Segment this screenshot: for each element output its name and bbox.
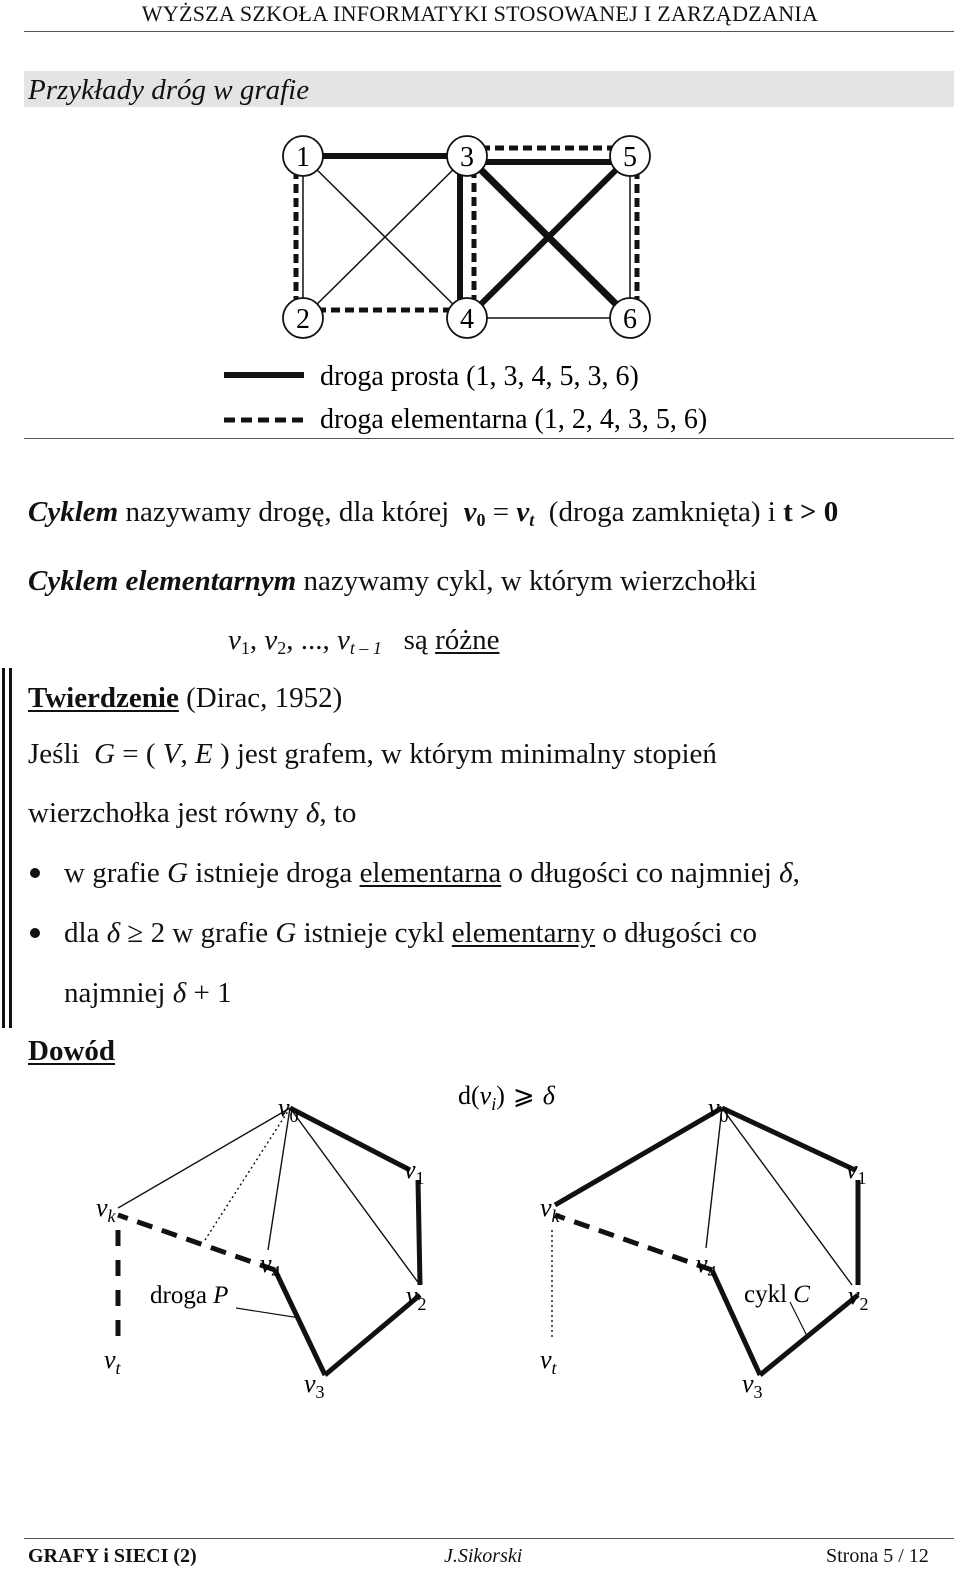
svg-text:v2: $v_2$ <box>406 1281 427 1314</box>
svg-text:vk: $v_k$ <box>96 1193 116 1226</box>
svg-text:cykl C: cykl C <box>744 1281 810 1308</box>
graph-node <box>283 136 323 176</box>
theorem-text: + 1 <box>193 977 232 1009</box>
svg-text:v4: $v_4$ <box>260 1249 281 1282</box>
math-sub: 1 <box>240 638 250 658</box>
bullet-icon <box>30 868 40 878</box>
elementary-cycle-term: Cyklem elementarnym <box>28 565 297 597</box>
theorem-text: wierzchołka jest równy <box>28 797 299 829</box>
math-V: V <box>162 738 181 770</box>
math-E: E <box>195 738 213 770</box>
footer-rule <box>24 1538 954 1539</box>
math-G: G <box>167 857 189 889</box>
math-v: v <box>337 624 350 656</box>
svg-text:v0: $v_0$ <box>708 1093 729 1126</box>
math-sub: t <box>529 510 535 530</box>
math-G: G <box>275 917 297 949</box>
cycle-closed: (droga zamknięta) i <box>548 496 776 528</box>
svg-text:2: 2 <box>296 304 310 335</box>
svg-text:4: 4 <box>460 304 474 335</box>
svg-text:v1: $v_1$ <box>404 1155 425 1188</box>
legend-dashed-label: droga elementarna (1, 2, 4, 3, 5, 6) <box>320 404 708 435</box>
math-sub: 2 <box>277 638 287 658</box>
theorem-text: najmniej <box>64 977 166 1009</box>
math-equals: = <box>492 496 510 528</box>
theorem-margin-bar <box>2 668 5 1028</box>
svg-text:5: 5 <box>623 142 637 173</box>
legend-solid-label: droga prosta (1, 3, 4, 5, 3, 6) <box>320 361 639 392</box>
svg-text:vt: $v_t$ <box>540 1345 557 1378</box>
footer-course: GRAFY i SIECI (2) <box>28 1545 197 1567</box>
bullet-icon <box>30 928 40 938</box>
svg-text:v4: $v_4$ <box>696 1249 717 1282</box>
theorem-bullet-2-continued <box>64 975 232 1011</box>
theorem-line-2 <box>28 795 356 831</box>
theorem-text: , <box>792 857 800 889</box>
vertex-list-distinct: różne <box>435 624 500 656</box>
theorem-attribution: (Dirac, 1952) <box>186 682 343 714</box>
svg-text:vt: $v_t$ <box>104 1345 121 1378</box>
theorem-underlined: elementarna <box>359 857 502 889</box>
math-v: v <box>516 496 530 528</box>
svg-text:v2: $v_2$ <box>848 1281 869 1314</box>
footer-page-number: Strona 5 / 12 <box>826 1545 929 1567</box>
figure-rule <box>24 438 954 439</box>
cycle-condition: t > 0 <box>783 496 839 528</box>
math-v: v <box>463 496 477 528</box>
graph-node <box>447 136 487 176</box>
elementary-cycle-definition <box>28 563 757 599</box>
math-sub: t – 1 <box>349 638 382 658</box>
svg-text:6: 6 <box>623 304 637 335</box>
right-cycle-diagram <box>540 1093 869 1402</box>
theorem-bullet-1 <box>64 855 800 891</box>
graph-example-figure <box>0 120 960 440</box>
theorem-line-1 <box>28 736 717 772</box>
left-path-diagram <box>96 1093 427 1402</box>
theorem-text: ) jest grafem, w którym minimalny stopień <box>219 738 717 770</box>
cycle-definition <box>28 494 838 530</box>
svg-text:v1: $v_1$ <box>846 1155 867 1188</box>
theorem-text: , to <box>319 797 357 829</box>
math-comma: , <box>180 738 188 770</box>
theorem-heading <box>28 680 342 716</box>
elementary-cycle-text: nazywamy cykl, w którym wierzchołki <box>303 565 757 597</box>
theorem-title: Twierdzenie <box>28 682 179 714</box>
proof-figure <box>0 1070 960 1420</box>
cycle-term: Cyklem <box>28 496 119 528</box>
math-delta: δ <box>779 857 793 889</box>
theorem-text: dla <box>64 917 100 949</box>
theorem-bullet-2 <box>64 915 757 951</box>
cycle-text: nazywamy drogę, dla której <box>125 496 450 528</box>
vertex-list <box>228 622 499 658</box>
institution-header: WYŻSZA SZKOŁA INFORMATYKI STOSOWANEJ I ZARZĄDZANIA <box>141 1 819 26</box>
svg-text:1: 1 <box>296 142 310 173</box>
math-comma: , <box>249 624 258 656</box>
graph-node <box>447 298 487 338</box>
svg-text:v3: $v_3$ <box>742 1369 763 1402</box>
theorem-text: w grafie <box>64 857 160 889</box>
math-ellipsis: , ..., <box>286 624 330 656</box>
svg-text:v3: $v_3$ <box>304 1369 325 1402</box>
theorem-text: ≥ 2 w grafie <box>127 917 269 949</box>
svg-text:v0: $v_0$ <box>278 1093 299 1126</box>
graph-node <box>283 298 323 338</box>
svg-text:3: 3 <box>460 142 474 173</box>
footer-author: J.Sikorski <box>444 1545 523 1567</box>
proof-title: Dowód <box>28 1035 116 1067</box>
math-G: G <box>94 738 116 770</box>
math-delta: δ <box>172 977 187 1009</box>
math-v: v <box>264 624 278 656</box>
graph-node <box>610 298 650 338</box>
theorem-text: istnieje droga <box>195 857 353 889</box>
theorem-underlined: elementarny <box>451 917 596 949</box>
theorem-text: o długości co <box>602 917 758 949</box>
math-equals: = ( <box>122 738 156 770</box>
math-sub: 0 <box>476 510 486 530</box>
section-title: Przykłady dróg w grafie <box>24 71 954 107</box>
svg-text:vk: $v_k$ <box>540 1193 560 1226</box>
svg-text:droga P: droga P <box>150 1282 229 1309</box>
math-v: v <box>228 624 241 656</box>
vertex-list-are: są <box>403 624 428 656</box>
theorem-text: istnieje cykl <box>303 917 445 949</box>
degree-label: $d(v_i)$ ⩾ δ <box>458 1081 555 1114</box>
theorem-text: o długości co najmniej <box>508 857 772 889</box>
header-rule <box>24 31 954 32</box>
theorem-text: Jeśli <box>28 738 80 770</box>
theorem-margin-bar <box>9 668 12 1028</box>
math-delta: δ <box>106 917 121 949</box>
graph-node <box>610 136 650 176</box>
math-delta: δ <box>305 797 320 829</box>
